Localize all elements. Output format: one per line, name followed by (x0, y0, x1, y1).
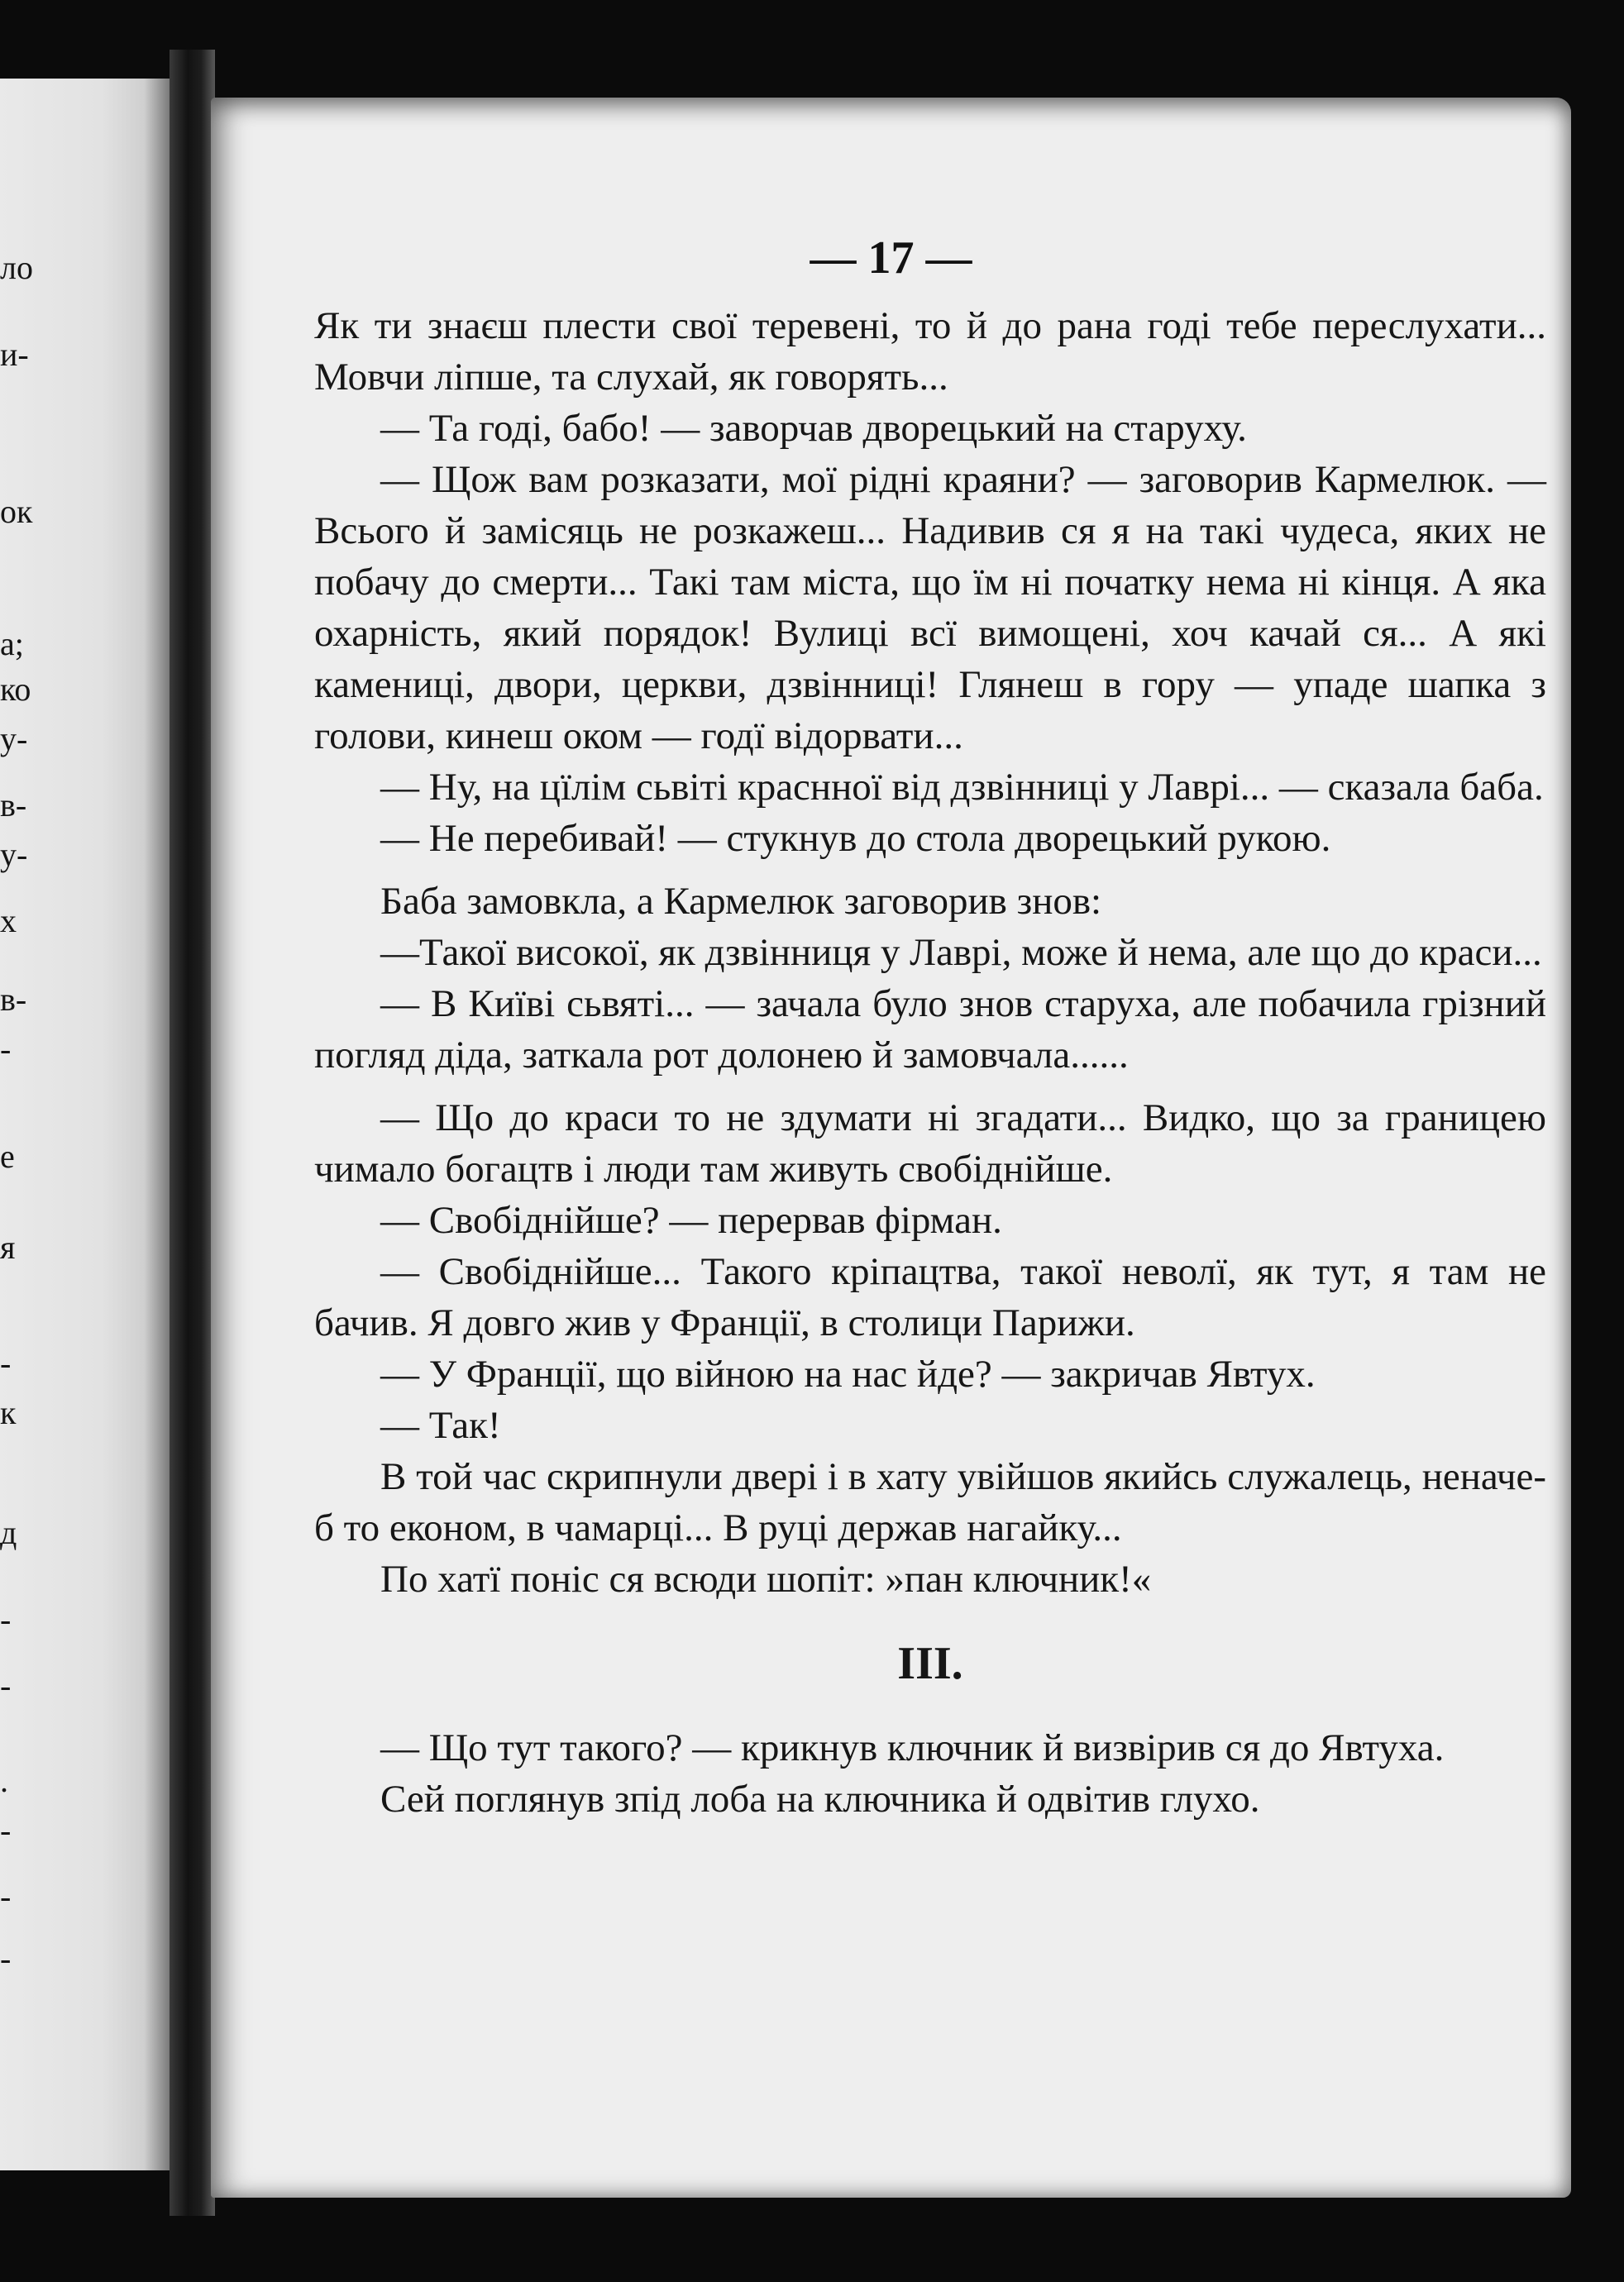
fragment-text: к (0, 1394, 17, 1431)
page-text (314, 300, 1546, 1825)
fragment-text: - (0, 1030, 12, 1067)
fragment-text: а; (0, 625, 24, 662)
fragment-text: ок (0, 493, 33, 530)
fragment-text: ко (0, 671, 31, 708)
previous-page-fragment (0, 79, 170, 2170)
paragraph: Сей поглянув зпід лоба на ключника й одвітив глухо. (380, 1778, 1260, 1821)
paragraph: — Так! (380, 1404, 501, 1447)
fragment-text: ло (0, 249, 33, 286)
fragment-text: - (0, 1812, 12, 1849)
fragment-text: - (0, 1940, 12, 1977)
paragraph: — У Франції, що війною на нас йде? — закричав Явтух. (380, 1353, 1316, 1396)
book-binding-gutter (170, 50, 215, 2216)
paragraph: — В Київі сьвяті... — зачала було знов старуха, але побачила грізний погляд діда, заткала рот долонею й замовчала...... (314, 982, 1546, 1077)
fragment-text: д (0, 1514, 17, 1551)
paragraph-list (314, 300, 1546, 1605)
fragment-text: в- (0, 981, 27, 1018)
fragment-text: х (0, 902, 17, 939)
fragment-text: - (0, 1601, 12, 1638)
paragraph: — Щож вам розказати, мої рідні краяни? — заговорив Кармелюк. — Всього й замісяць не розкажеш... Надивив ся я на такі чудеса, яких не побачу до смерти... Такі там міста, що їм ні початку нема ні кінця. А яка охарність, який порядок! Вулиці всї вимощені, хоч качай ся... А які камениці, двори, церкви, дзвінниці! Глянеш в гору — упаде шапка з голови, кинеш оком — годї відорвати... (314, 458, 1546, 757)
paragraph: — Не перебивай! — стукнув до стола дворецький рукою. (380, 817, 1331, 860)
paragraph: В той час скрипнули двері і в хату увійшов якийсь служалець, неначе-б то економ, в чамарці... В руці держав нагайку... (314, 1455, 1546, 1549)
paragraph: Як ти знаєш плести свої теревені, то й до рана годі тебе переслухати... Мовчи ліпше, та слухай, як говорять... (314, 304, 1546, 399)
paragraph: —Такої високої, як дзвінниця у Лаврі, може й нема, але що до краси... (380, 931, 1542, 974)
fragment-text: - (0, 1878, 12, 1915)
paragraph: Баба замовкла, а Кармелюк заговорив знов: (380, 880, 1102, 923)
fragment-text: я (0, 1229, 16, 1266)
section-paragraph-list (314, 1722, 1546, 1825)
paragraph: По хатї поніс ся всюди шопіт: »пан ключник!« (380, 1558, 1152, 1601)
section-heading: III. (897, 1638, 963, 1689)
fragment-text: . (0, 1762, 8, 1799)
fragment-text: и- (0, 336, 29, 373)
page-number: — 17 — (810, 232, 972, 284)
paragraph: — Та годі, бабо! — заворчав дворецький на старуху. (380, 407, 1247, 450)
paragraph: — Що до краси то не здумати ні згадати... Видко, що за границею чимало богацтв і люди там живуть свобіднійше. (314, 1096, 1546, 1191)
paragraph: — Ну, на цїлім сьвіті краснної від дзвінниці у Лаврі... — сказала баба. (380, 766, 1544, 809)
book-page (211, 98, 1571, 2198)
fragment-text: у- (0, 720, 28, 757)
fragment-text: е (0, 1138, 15, 1175)
fragment-text: в- (0, 786, 27, 824)
fragment-text: - (0, 1667, 12, 1704)
paragraph: — Свобіднійше... Такого кріпацтва, такої неволї, як тут, я там не бачив. Я довго жив у Франції, в столици Парижи. (314, 1250, 1546, 1344)
fragment-text: - (0, 1344, 12, 1382)
paragraph: — Що тут такого? — крикнув ключник й визвірив ся до Явтуха. (380, 1726, 1445, 1769)
paragraph: — Свобіднійше? — перервав фірман. (380, 1199, 1002, 1242)
fragment-text: у- (0, 836, 28, 873)
